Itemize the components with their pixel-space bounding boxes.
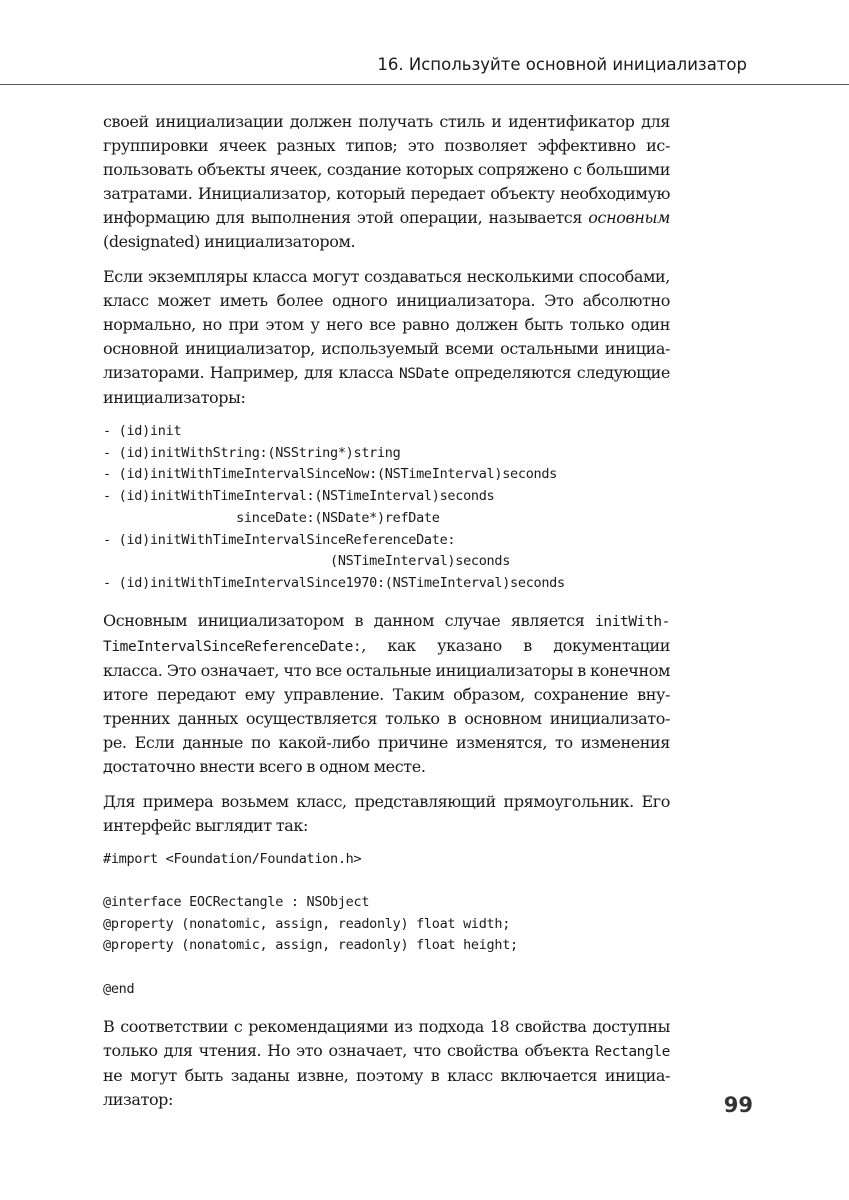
inline-code-initwith: initWith- [595,613,670,630]
text-line: интерфейс выглядит так: [103,815,309,835]
text-run: определяются следующие [448,363,670,382]
page-number: 99 [723,1093,753,1117]
text-run: лизаторами. Например, для класса [103,363,399,382]
text-line: Для примера возьмем класс, представляющий прямоугольник. Его [103,791,670,811]
text-line: группировки ячеек разных типов; это позволяет эффективно ис- [103,136,670,155]
text-run: Основным инициализатором в данном случае является [103,610,596,630]
text-line: В соответствии с рекомендациями из подхода 18 свойства доступны [103,1016,670,1036]
text-run: только для чтения. Но это означает, что свойства объекта [103,1040,596,1060]
text-run: информацию для выполнения этой операции, называется [103,208,589,227]
text-line: затратами. Инициализатор, который передает объекту необходимую [103,184,670,203]
text-line: нормально, но при этом у него все равно должен быть только один [103,315,670,334]
text-line: достаточно внести всего в одном месте. [103,756,426,776]
text-line: пользовать объекты ячеек, создание которых сопряжено с большими [103,160,670,179]
text-line [103,361,670,386]
text-line: инициализаторы: [103,388,246,407]
text-line: не могут быть заданы извне, поэтому в класс включается инициа- [103,1065,670,1085]
text-line [103,1039,670,1064]
inline-code-timeinterval: TimeIntervalSinceReferenceDate: [103,638,362,655]
text-run: , как указано в документации [361,635,670,655]
inline-code-nsdate: NSDate [398,366,449,382]
paragraph-designated-explanation [103,609,670,779]
text-line: тренних данных осуществляется только в основном инициализато- [103,708,670,728]
header-rule [0,84,849,85]
text-line [103,609,670,634]
emphasis-designated: основным [588,208,670,227]
text-line: (designated) инициализатором. [103,232,356,251]
paragraph-readonly-properties [103,1015,670,1112]
text-line: итоге передают ему управление. Таким образом, сохранение вну- [103,684,670,704]
paragraph-rectangle-intro [103,790,670,838]
paragraph-designated-intro [103,110,670,254]
text-line: Если экземпляры класса могут создаваться несколькими способами, [103,267,670,286]
text-line: лизатор: [103,1089,174,1109]
text-line: своей инициализации должен получать стиль и идентификатор для [103,112,670,131]
code-block-rectangle-interface: #import <Foundation/Foundation.h> @interface EOCRectangle : NSObject @property (nonatomic, assign, readonly) float width; @property (nonatomic, assign, readonly) float height; @end [103,850,518,997]
page-body [103,110,670,1123]
code-block-nsdate-initializers: - (id)init - (id)initWithString:(NSString*)string - (id)initWithTimeIntervalSinceNow:(NSTimeInterval)seconds - (id)initWithTimeInterval:(NSTimeInterval)seconds sinceDate:(NSDate*)refDate - (id)initWithTimeIntervalSinceReferenceDate: (NSTimeInterval)seconds - (id)initWithTimeIntervalSince1970:(NSTimeInterval)seconds [103,423,565,591]
running-head-title: 16. Используйте основной инициализатор [377,55,747,74]
inline-code-rectangle: Rectangle [595,1043,670,1060]
text-line: ре. Если данные по какой-либо причине изменятся, то изменения [103,732,670,752]
text-line: основной инициализатор, используемый всеми остальными инициа- [103,339,670,358]
text-line [103,206,670,230]
text-line [103,634,670,659]
text-line: класс может иметь более одного инициализатора. Это абсолютно [103,291,670,310]
text-line: класса. Это означает, что все остальные инициализаторы в конечном [103,660,670,680]
paragraph-multiple-initializers [103,265,670,410]
